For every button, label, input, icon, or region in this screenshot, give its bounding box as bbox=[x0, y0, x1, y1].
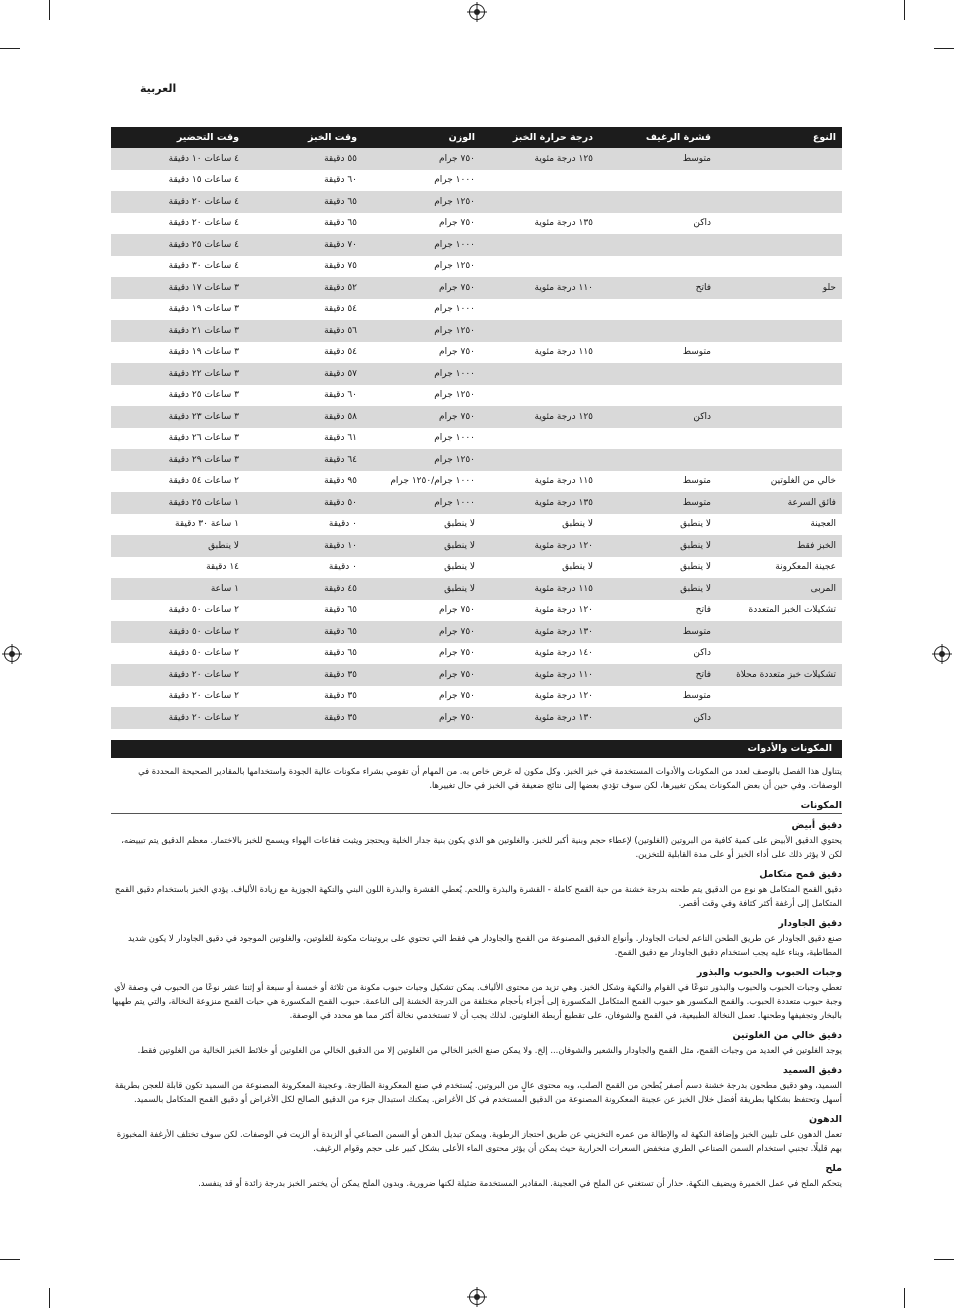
ingredients-section-title: المكونات والأدوات bbox=[111, 740, 842, 758]
table-cell bbox=[717, 686, 842, 708]
table-cell: ١٣٠ درجة مئوية bbox=[481, 707, 599, 729]
table-cell: ٤ ساعات ١٥ دقيقة bbox=[168, 175, 239, 186]
table-cell: ١٠ دقيقة bbox=[245, 535, 363, 557]
table-cell bbox=[599, 170, 717, 192]
ingredient-heading: وجبات الحبوب والحبوب والبذور bbox=[696, 967, 842, 978]
table-row bbox=[111, 342, 842, 364]
table-cell: ١٣٥ درجة مئوية bbox=[481, 492, 599, 514]
registration-mark-icon bbox=[934, 646, 950, 662]
ingredient-text: السميد، وهو دقيق مطحون بدرجة خشنة دسم أصفر يُطحن من القمح الصلب، وبه محتوى عالٍ من البروتين. يُستخدم في صنع المعكرونة الطازجة. وعجينة المعكرونة المصنوعة من السميد تكون قابلة للعجن بطريقة أسهل وتحتفظ بشكلها بطريقة أفضل خلال الخبز عن عجينة المعكرونة المصنوعة من الدقيق المستخدم في كل الأغراض. يمكنك استبدال جزء من الدقيق الصالح لكل الأغراض أو دقيق القمح المتكامل بالسميد. bbox=[114, 1080, 842, 1104]
table-cell: ١ ساعة bbox=[111, 578, 245, 600]
table-cell bbox=[481, 320, 599, 342]
table-cell bbox=[481, 256, 599, 278]
table-cell: لا ينطبق bbox=[562, 519, 593, 530]
table-cell: ٧٥٠ جرام bbox=[363, 406, 481, 428]
crop-mark bbox=[934, 1259, 954, 1260]
table-cell bbox=[481, 449, 599, 471]
ingredient-heading: ملح bbox=[825, 1163, 842, 1174]
table-cell: متوسط bbox=[682, 691, 711, 702]
table-cell bbox=[599, 191, 717, 213]
table-cell: ١٠٠٠ جرام/١٢٥٠ جرام bbox=[390, 476, 475, 487]
table-cell: فائق السرعة bbox=[717, 492, 842, 514]
table-row bbox=[111, 385, 842, 407]
table-cell bbox=[717, 707, 842, 729]
ingredient-heading: دقيق أبيض bbox=[791, 820, 842, 831]
table-cell: الخبز فقط bbox=[717, 535, 842, 557]
table-cell: متوسط bbox=[682, 476, 711, 487]
table-cell: ١٢٥٠ جرام bbox=[363, 320, 481, 342]
table-cell bbox=[481, 428, 599, 450]
table-cell: ٤ ساعات ٢٠ دقيقة bbox=[168, 218, 239, 229]
table-cell: ٢ ساعات ٥٠ دقيقة bbox=[168, 605, 239, 616]
table-cell: ١٠٠٠ جرام bbox=[434, 175, 475, 186]
table-cell: ٦٠ دقيقة bbox=[324, 175, 357, 186]
table-cell: ١٠٠٠ جرام bbox=[363, 363, 481, 385]
table-cell bbox=[717, 148, 842, 170]
table-cell bbox=[717, 428, 842, 450]
registration-mark-icon bbox=[469, 4, 485, 20]
table-cell bbox=[481, 363, 599, 385]
table-cell: ٢ ساعات ٥٠ دقيقة bbox=[111, 621, 245, 643]
table-cell: لا ينطبق bbox=[680, 562, 711, 573]
ingredient-item bbox=[111, 967, 842, 1022]
ingredient-item bbox=[111, 1163, 842, 1190]
table-cell: ٤٥ دقيقة bbox=[245, 578, 363, 600]
table-cell bbox=[599, 363, 717, 385]
table-cell: ٣ ساعات ١٩ دقيقة bbox=[168, 347, 239, 358]
table-cell bbox=[717, 643, 842, 665]
table-cell: ٧٥٠ جرام bbox=[439, 648, 475, 659]
table-cell: ٤ ساعات ١٠ دقيقة bbox=[111, 148, 245, 170]
table-cell: ١٢٥٠ جرام bbox=[434, 390, 475, 401]
table-cell: ٧٥٠ جرام bbox=[363, 621, 481, 643]
table-cell: ١٢٠ درجة مئوية bbox=[481, 535, 599, 557]
table-cell: متوسط bbox=[599, 621, 717, 643]
table-cell: فاتح bbox=[695, 605, 711, 616]
table-cell: لا ينطبق bbox=[599, 535, 717, 557]
table-cell: ٠ دقيقة bbox=[328, 562, 357, 573]
language-label: العربية bbox=[140, 82, 177, 95]
table-cell: ٦٥ دقيقة bbox=[324, 648, 357, 659]
table-row bbox=[111, 578, 842, 600]
table-cell: ٧٥٠ جرام bbox=[439, 218, 475, 229]
intro-paragraph: يتناول هذا الفصل بالوصف لعدد من المكونات والأدوات المستخدمة في خبز الخبز. وكل مكون له غرض خاص به. من المهام أن تقومي بشراء مكونات عالية الجودة واستخدامها بالمقادير الصحيحة المحددة في الوصفات. وفي حين أن بعض المكونات يمكن تغييرها، لكن سوف تؤدي بعضها إلى نتائج ضعيفة في الخبز في حال تغييرها. bbox=[138, 766, 842, 790]
table-cell: ١٢٥ درجة مئوية bbox=[481, 148, 599, 170]
table-header-row bbox=[111, 127, 842, 148]
crop-mark bbox=[934, 48, 954, 49]
table-cell: ٣٥ دقيقة bbox=[245, 664, 363, 686]
table-cell: ٢ ساعات ٢٠ دقيقة bbox=[111, 664, 245, 686]
table-cell: ١ ساعة ٣٠ دقيقة bbox=[175, 519, 239, 530]
table-cell bbox=[717, 213, 842, 235]
table-cell: ٦٥ دقيقة bbox=[324, 218, 357, 229]
table-cell: ١١٥ درجة مئوية bbox=[534, 476, 593, 487]
table-row bbox=[111, 363, 842, 385]
crop-mark bbox=[904, 1288, 905, 1308]
crop-mark bbox=[0, 48, 20, 49]
table-cell: ٥٥ دقيقة bbox=[245, 148, 363, 170]
table-cell: ١٠٠٠ جرام bbox=[434, 433, 475, 444]
table-cell: لا ينطبق bbox=[444, 562, 475, 573]
table-cell: ١٠٠٠ جرام bbox=[363, 492, 481, 514]
table-row bbox=[111, 535, 842, 557]
table-cell bbox=[481, 385, 599, 407]
column-header: وقت التحضير bbox=[111, 127, 245, 148]
table-cell: فاتح bbox=[599, 664, 717, 686]
ingredient-heading: الدهون bbox=[809, 1114, 842, 1125]
ingredient-text: صنع دقيق الجاودار عن طريق الطحن الناعم لحبات الجاودار. وأنواع الدقيق المصنوعة من القمح والجاودار هي فقط التي تحتوي على بروتينات مكونة للغلوتين، والغلوتين الموجود في دقيق الجاودار لا يكون شديد المطاطية، وبناء عليه يجب استخدام دقيق الجاودار مع دقيق القمح. bbox=[128, 933, 842, 957]
table-cell: ٢ ساعات ٥٤ دقيقة bbox=[168, 476, 239, 487]
ingredient-text: يوجد الغلوتين في العديد من وجبات القمح، مثل القمح والجاودار والشعير والشوفان... إلخ. ولا يمكن صنع الخبز الخالي من الغلوتين إلا من الدقيق الخالي من الغلوتين أو خلائط الخبز الخالية من الغلوتين فقط. bbox=[137, 1045, 842, 1055]
ingredient-item bbox=[111, 918, 842, 959]
table-cell: لا ينطبق bbox=[363, 578, 481, 600]
table-cell: ١٢٥٠ جرام bbox=[363, 449, 481, 471]
table-row bbox=[111, 191, 842, 213]
table-cell bbox=[717, 385, 842, 407]
table-cell: ٧٥ دقيقة bbox=[324, 261, 357, 272]
table-cell: ١٢٥٠ جرام bbox=[363, 191, 481, 213]
ingredient-text: تعمل الدهون على تليين الخبز وإضافة النكهة له والإطالة من عمره التخزيني عن طريق احتجاز الرطوبة. ويمكن تبديل الدهن أو السمن الصناعي أو الزبدة أو الزيت في الوصفات. لكن سوف تختلف الأرغفة المخبوزة بهم قليلًا. تجنبي استخدام السمن الصناعي الطري منخفض السعرات الحرارية حيث يمكن أن يؤثر محتوى الماء الأعلى بشكل كبير على حجم وقوام الرغيف. bbox=[116, 1129, 842, 1153]
table-cell bbox=[599, 449, 717, 471]
table-cell: متوسط bbox=[682, 347, 711, 358]
table-body bbox=[111, 148, 842, 729]
table-cell: المربى bbox=[717, 578, 842, 600]
table-cell: داكن bbox=[693, 218, 711, 229]
table-cell: ٦١ دقيقة bbox=[324, 433, 357, 444]
baking-program-table bbox=[111, 127, 842, 729]
ingredient-heading: دقيق الجاودار bbox=[778, 918, 842, 929]
table-row bbox=[111, 299, 842, 321]
table-cell bbox=[717, 342, 842, 364]
ingredient-item bbox=[111, 1114, 842, 1155]
table-cell: ١٤٠ درجة مئوية bbox=[534, 648, 593, 659]
table-cell: تشكيلات خبز متعددة محلاة bbox=[717, 664, 842, 686]
table-cell: ٩٥ دقيقة bbox=[324, 476, 357, 487]
table-cell: ٣ ساعات ٢٦ دقيقة bbox=[168, 433, 239, 444]
ingredient-heading: دقيق خالي من الغلوتين bbox=[732, 1030, 842, 1041]
table-cell bbox=[481, 234, 599, 256]
table-row bbox=[111, 643, 842, 665]
table-cell: ٣٥ دقيقة bbox=[324, 691, 357, 702]
table-cell: لا ينطبق bbox=[599, 578, 717, 600]
ingredients-subtitle: المكونات bbox=[111, 800, 842, 814]
column-header: قشرة الرغيف bbox=[599, 127, 717, 148]
table-cell: ٢ ساعات ٢٠ دقيقة bbox=[168, 691, 239, 702]
table-cell: ١١٥ درجة مئوية bbox=[534, 347, 593, 358]
table-row bbox=[111, 234, 842, 256]
table-cell: ٥٤ دقيقة bbox=[324, 304, 357, 315]
table-cell: ٦٥ دقيقة bbox=[245, 621, 363, 643]
table-cell: ٥٤ دقيقة bbox=[324, 347, 357, 358]
table-cell: ٥٦ دقيقة bbox=[245, 320, 363, 342]
crop-mark bbox=[49, 0, 50, 20]
table-row bbox=[111, 514, 842, 536]
table-row bbox=[111, 148, 842, 170]
table-cell: ١٢٥٠ جرام bbox=[434, 261, 475, 272]
table-cell: ١٣٠ درجة مئوية bbox=[481, 621, 599, 643]
table-cell bbox=[599, 428, 717, 450]
table-cell: ١٤ دقيقة bbox=[206, 562, 239, 573]
table-cell bbox=[481, 191, 599, 213]
column-header: النوع bbox=[717, 127, 842, 148]
table-cell: ٤ ساعات ٣٠ دقيقة bbox=[168, 261, 239, 272]
table-cell: ٣ ساعات ٢٢ دقيقة bbox=[111, 363, 245, 385]
table-cell: ٤ ساعات ٢٥ دقيقة bbox=[111, 234, 245, 256]
ingredient-item bbox=[111, 869, 842, 910]
table-cell: متوسط bbox=[599, 148, 717, 170]
table-cell: ٢ ساعات ٢٠ دقيقة bbox=[111, 707, 245, 729]
table-cell: ٧٥٠ جرام bbox=[439, 605, 475, 616]
table-cell: ١١٥ درجة مئوية bbox=[481, 578, 599, 600]
table-cell: ٥٢ دقيقة bbox=[245, 277, 363, 299]
table-row bbox=[111, 277, 842, 299]
column-header: الوزن bbox=[363, 127, 481, 148]
table-cell: ٦٥ دقيقة bbox=[245, 191, 363, 213]
table-cell: ٥٧ دقيقة bbox=[245, 363, 363, 385]
table-cell: ٣ ساعات ١٩ دقيقة bbox=[168, 304, 239, 315]
table-cell: داكن bbox=[599, 707, 717, 729]
ingredient-text: يحتوي الدقيق الأبيض على كمية كافية من البروتين (الغلوتين) لإعطاء حجم وبنية أكبر للخبز. والغلوتين هو الذي يكون بنية جدار الخلية ويحتجز ويثبت فقاعات الهواء ويسمح للخبز بالاختمار. معظم الدقيق يتم تبييضه، لكن لا يؤثر ذلك على أداء الخبز أو على مدة القابلية للتخزين. bbox=[121, 835, 842, 859]
table-cell bbox=[717, 234, 842, 256]
table-cell: ٢ ساعات ٥٠ دقيقة bbox=[168, 648, 239, 659]
table-cell: العجينة bbox=[810, 519, 836, 530]
table-cell bbox=[599, 256, 717, 278]
crop-mark bbox=[0, 1259, 20, 1260]
table-cell bbox=[599, 320, 717, 342]
table-cell: حلو bbox=[717, 277, 842, 299]
table-cell: ٣ ساعات ٢١ دقيقة bbox=[111, 320, 245, 342]
table-cell: ٥٨ دقيقة bbox=[245, 406, 363, 428]
table-cell bbox=[599, 299, 717, 321]
table-cell: لا ينطبق bbox=[363, 535, 481, 557]
table-cell: فاتح bbox=[599, 277, 717, 299]
table-row bbox=[111, 428, 842, 450]
table-cell: ٧٥٠ جرام bbox=[439, 691, 475, 702]
table-row bbox=[111, 471, 842, 493]
table-cell: ١٢٠ درجة مئوية bbox=[534, 605, 593, 616]
table-cell bbox=[717, 363, 842, 385]
table-cell: ٦٠ دقيقة bbox=[324, 390, 357, 401]
table-row bbox=[111, 256, 842, 278]
table-row bbox=[111, 320, 842, 342]
table-row bbox=[111, 686, 842, 708]
table-cell bbox=[717, 621, 842, 643]
ingredient-text: تعطي وجبات الحبوب والحبوب والبذور تنوعًا في القوام والنكهة وشكل الخبز. وهي تزيد من محتوى الألياف. يمكن تشكيل وجبات حبوب مكونة من ثلاثة أو خمسة أو سبعة أو إثنتا عشر نوعًا من الحبوب في وصفة لأي وجبة حبوب متعددة الحبوب. والقمح المكسور هو حبوب القمح المتكامل المكسورة إلى أجزاء بأحجام مختلفة من الدرجة الخشنة إلى الناعمة. حبوب القمح المكسورة هي حبات القمح منزوعة النخالة، والتي يتم طهيها بالبخار وتجفيفها وطحنها. تعمل النخالة الطبيعية، في القمح والشوفان، على تقطيع أربطة الغلوتين. لذلك يجب أن لا تستخدمي نخالة أكثر مما هو محدد في الوصفة. bbox=[112, 982, 842, 1020]
table-cell: ٧٥٠ جرام bbox=[439, 347, 475, 358]
table-cell: ١٣٥ درجة مئوية bbox=[534, 218, 593, 229]
table-cell: عجينة المعكرونة bbox=[775, 562, 836, 573]
table-cell: ٧٥٠ جرام bbox=[363, 148, 481, 170]
table-cell: ٣ ساعات ٢٥ دقيقة bbox=[168, 390, 239, 401]
table-cell: ١٢٥ درجة مئوية bbox=[481, 406, 599, 428]
ingredients-section bbox=[111, 764, 842, 1198]
crop-mark bbox=[904, 0, 905, 20]
table-cell: ٦٤ دقيقة bbox=[245, 449, 363, 471]
table-cell bbox=[481, 170, 599, 192]
table-cell bbox=[717, 299, 842, 321]
table-cell bbox=[599, 234, 717, 256]
table-cell bbox=[717, 320, 842, 342]
registration-mark-icon bbox=[469, 1289, 485, 1305]
table-cell bbox=[599, 385, 717, 407]
table-row bbox=[111, 621, 842, 643]
ingredient-item bbox=[111, 820, 842, 861]
table-cell: ٦٥ دقيقة bbox=[324, 605, 357, 616]
table-cell: ١١٠ درجة مئوية bbox=[481, 664, 599, 686]
table-row bbox=[111, 557, 842, 579]
crop-mark bbox=[49, 1288, 50, 1308]
table-cell: ٥٠ دقيقة bbox=[245, 492, 363, 514]
table-cell bbox=[717, 170, 842, 192]
table-cell: ١٢٠ درجة مئوية bbox=[534, 691, 593, 702]
table-cell: تشكيلات الخبز المتعددة bbox=[748, 605, 836, 616]
table-cell: ٧٥٠ جرام bbox=[363, 707, 481, 729]
table-cell: داكن bbox=[599, 406, 717, 428]
table-cell: خالي من الغلوتين bbox=[770, 476, 836, 487]
table-cell: ٤ ساعات ٢٠ دقيقة bbox=[111, 191, 245, 213]
table-cell bbox=[481, 299, 599, 321]
table-cell: ١ ساعات ٢٥ دقيقة bbox=[111, 492, 245, 514]
ingredient-text: يتحكم الملح في عمل الخميرة ويضيف النكهة. حذار أن تستغني عن الملح في العجينة. المقادير المستخدمة ضئيلة لكنها ضرورية. وبدون الملح يمكن أن يختمر الخبز بدرجة زائدة أو قد ينفسد. bbox=[198, 1178, 842, 1188]
ingredient-list bbox=[111, 820, 842, 1190]
ingredient-item bbox=[111, 1030, 842, 1057]
table-cell: ٣ ساعات ٢٩ دقيقة bbox=[111, 449, 245, 471]
table-cell: ١٠٠٠ جرام bbox=[434, 304, 475, 315]
ingredient-item bbox=[111, 1065, 842, 1106]
table-cell: لا ينطبق bbox=[111, 535, 245, 557]
ingredient-heading: دقيق السميد bbox=[782, 1065, 842, 1076]
table-cell: متوسط bbox=[599, 492, 717, 514]
table-cell: ٣ ساعات ٢٣ دقيقة bbox=[111, 406, 245, 428]
column-header: وقت الخبز bbox=[245, 127, 363, 148]
table-cell: ٠ دقيقة bbox=[328, 519, 357, 530]
ingredient-heading: دقيق قمح متكامل bbox=[759, 869, 842, 880]
table-cell: ١١٠ درجة مئوية bbox=[481, 277, 599, 299]
table-row bbox=[111, 213, 842, 235]
table-cell: ٣٥ دقيقة bbox=[245, 707, 363, 729]
table-row bbox=[111, 707, 842, 729]
table-cell bbox=[717, 191, 842, 213]
table-cell: ٧٥٠ جرام bbox=[363, 277, 481, 299]
table-row bbox=[111, 449, 842, 471]
table-cell: لا ينطبق bbox=[444, 519, 475, 530]
table-cell: ٣ ساعات ١٧ دقيقة bbox=[111, 277, 245, 299]
table-cell: ١٠٠٠ جرام bbox=[363, 234, 481, 256]
table-cell: لا ينطبق bbox=[562, 562, 593, 573]
table-cell bbox=[717, 449, 842, 471]
table-row bbox=[111, 406, 842, 428]
table-row bbox=[111, 664, 842, 686]
table-cell bbox=[717, 256, 842, 278]
column-header: درجة حرارة الخبز bbox=[481, 127, 599, 148]
table-cell bbox=[717, 406, 842, 428]
table-cell: داكن bbox=[693, 648, 711, 659]
ingredient-text: دقيق القمح المتكامل هو نوع من الدقيق يتم طحنه بدرجة خشنة من حبة القمح كاملة - القشرة والبذرة واللحم. يُعطي القشرة والبذرة اللون البني والنكهة الجوزية مع زيادة الألياف. يؤدي الخبز باستخدام دقيق القمح المتكامل إلى أرغفة أكثر كثافة وفي وقت أقصر. bbox=[114, 884, 842, 908]
table-cell: ٧٥٠ جرام bbox=[363, 664, 481, 686]
table-row bbox=[111, 170, 842, 192]
table-cell: لا ينطبق bbox=[680, 519, 711, 530]
table-row bbox=[111, 600, 842, 622]
table-row bbox=[111, 492, 842, 514]
registration-mark-icon bbox=[4, 646, 20, 662]
table-cell: ٧٠ دقيقة bbox=[245, 234, 363, 256]
